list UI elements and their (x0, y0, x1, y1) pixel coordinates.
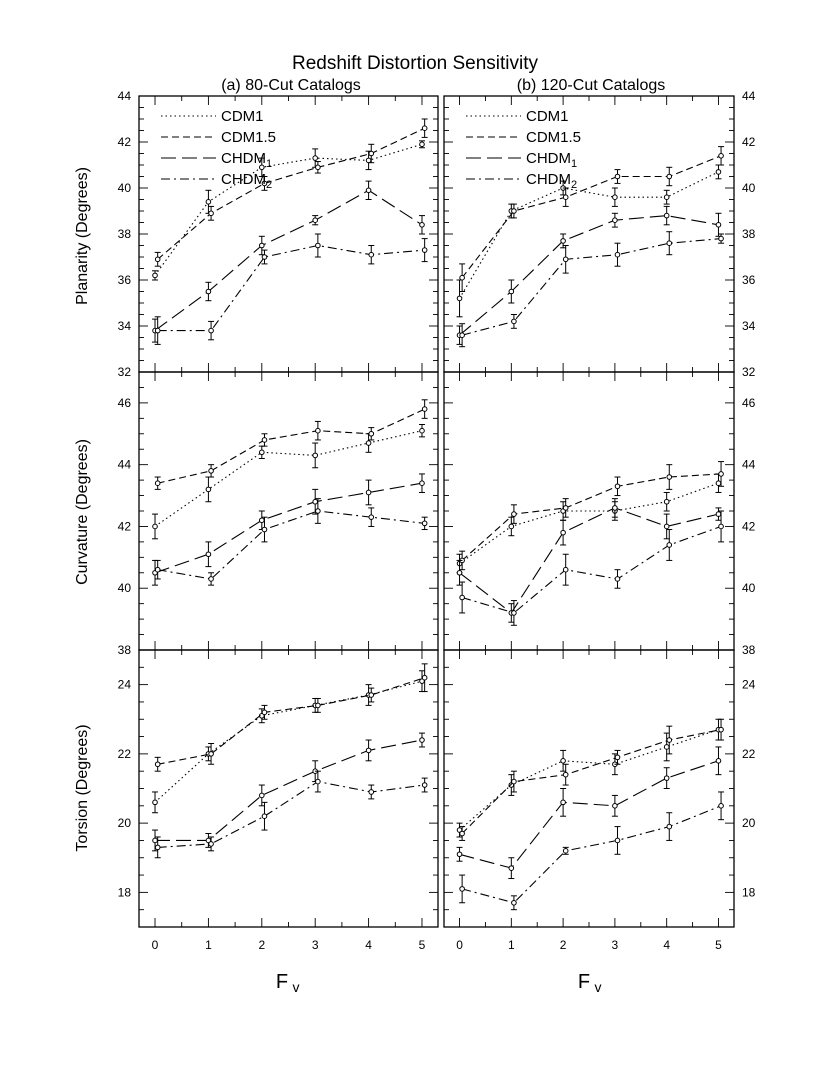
data-point (563, 506, 568, 511)
y-tick-label: 20 (742, 816, 756, 831)
data-point (512, 319, 517, 324)
data-point (512, 900, 517, 905)
legend-label-subscript: 2 (571, 179, 578, 191)
data-point (420, 142, 425, 147)
panel-4 (444, 372, 756, 657)
series-cdm1 (457, 719, 722, 837)
data-point (209, 842, 214, 847)
data-point (512, 779, 517, 784)
data-point (316, 509, 321, 514)
data-point (209, 328, 214, 333)
data-point (366, 441, 371, 446)
y-tick-label: 38 (117, 643, 131, 657)
data-point (153, 524, 158, 529)
y-tick-label: 32 (117, 365, 131, 379)
y-tick-label: 44 (742, 89, 756, 103)
panel-frame (444, 372, 734, 650)
data-point (664, 524, 669, 529)
legend-label-subscript: 1 (571, 158, 578, 170)
y-tick-label: 44 (117, 89, 131, 103)
panel-3 (118, 372, 438, 657)
y-tick-label: 40 (117, 181, 131, 195)
series-line (155, 190, 422, 330)
legend-label-subscript: 1 (266, 158, 273, 170)
data-point (155, 481, 160, 486)
data-point (155, 567, 160, 572)
row-label-torsion: Torsion (Degrees) (74, 724, 91, 852)
x-tick-label: 5 (418, 938, 426, 952)
y-tick-label: 36 (117, 273, 131, 287)
data-point (509, 289, 514, 294)
data-point (613, 506, 618, 511)
series-line (462, 526, 721, 613)
panel-frame (444, 650, 734, 927)
data-point (664, 499, 669, 504)
data-point (369, 151, 374, 156)
y-tick-label: 42 (742, 135, 756, 149)
data-point (206, 289, 211, 294)
series-cdm1 (457, 474, 722, 573)
data-point (369, 790, 374, 795)
data-point (613, 195, 618, 200)
series-cdm1-5 (459, 719, 724, 840)
data-point (719, 236, 724, 241)
series-line (460, 730, 719, 830)
series-chdm2 (155, 234, 428, 344)
data-point (563, 195, 568, 200)
series-chdm2 (459, 792, 724, 910)
legend-label: CDM1 (526, 108, 569, 125)
data-point (155, 845, 160, 850)
series-cdm1 (152, 141, 425, 280)
data-point (313, 156, 318, 161)
data-point (366, 188, 371, 193)
data-point (206, 487, 211, 492)
data-point (209, 752, 214, 757)
data-point (206, 552, 211, 557)
data-point (153, 273, 158, 278)
data-point (667, 824, 672, 829)
data-point (153, 800, 158, 805)
data-point (460, 333, 465, 338)
data-point (563, 567, 568, 572)
data-point (422, 783, 427, 788)
series-cdm1-5 (155, 119, 428, 266)
data-point (667, 174, 672, 179)
data-point (664, 213, 669, 218)
data-point (422, 407, 427, 412)
y-tick-label: 24 (117, 677, 131, 692)
panel-frame (139, 650, 438, 927)
legend-label: CDM1 (221, 108, 264, 125)
x-axis-label-sub-a: v (292, 979, 300, 995)
x-tick-label: 0 (456, 938, 463, 952)
x-axis-label-b (578, 971, 602, 995)
data-point (366, 158, 371, 163)
series-chdm1 (152, 181, 425, 342)
data-point (422, 126, 427, 131)
data-point (460, 595, 465, 600)
data-point (316, 428, 321, 433)
series-line (462, 156, 721, 278)
data-point (153, 838, 158, 843)
panel-5 (118, 650, 438, 952)
data-point (667, 543, 672, 548)
data-point (420, 738, 425, 743)
data-point (512, 512, 517, 517)
data-point (460, 831, 465, 836)
data-point (422, 248, 427, 253)
data-point (615, 577, 620, 582)
series-chdm1 (152, 733, 425, 851)
series-line (462, 806, 721, 903)
data-point (613, 804, 618, 809)
column-title-b: (b) 120-Cut Catalogs (516, 77, 666, 94)
series-line (460, 172, 719, 299)
y-tick-label: 44 (117, 457, 131, 472)
data-point (561, 239, 566, 244)
series-chdm1 (457, 206, 722, 344)
legend-label: $CHDM_1$ (526, 150, 578, 170)
legend-label: CDM1.5 (221, 129, 277, 146)
data-point (615, 838, 620, 843)
data-point (260, 793, 265, 798)
data-point (460, 275, 465, 280)
series-line (462, 239, 721, 336)
figure-title: Redshift Distortion Sensitivity (291, 53, 539, 74)
data-point (664, 745, 669, 750)
panel-grid (118, 89, 756, 952)
data-point (615, 755, 620, 760)
x-tick-label: 1 (205, 938, 212, 952)
y-tick-label: 22 (117, 746, 131, 761)
y-tick-label: 34 (742, 319, 756, 333)
series-line (460, 216, 719, 336)
data-point (206, 200, 211, 205)
series-line (462, 474, 721, 561)
data-point (209, 577, 214, 582)
series-line (460, 508, 719, 613)
x-axis-label-main-a: F (275, 971, 289, 993)
data-point (509, 524, 514, 529)
series-cdm1-5 (155, 664, 428, 771)
row-label-curvature: Curvature (Degrees) (74, 439, 91, 585)
data-point (155, 257, 160, 262)
data-point (563, 772, 568, 777)
series-line (462, 730, 721, 834)
x-tick-label: 3 (611, 938, 619, 952)
legend-label: CDM1.5 (526, 129, 582, 146)
series-chdm1 (457, 747, 722, 879)
y-tick-label: 46 (742, 395, 756, 410)
data-point (716, 759, 721, 764)
data-point (262, 438, 267, 443)
data-point (667, 241, 672, 246)
data-point (422, 675, 427, 680)
data-point (667, 475, 672, 480)
x-tick-label: 2 (559, 938, 567, 952)
x-axis-label-a (276, 971, 300, 995)
data-point (262, 527, 267, 532)
x-tick-label: 5 (715, 938, 722, 952)
panel-1 (118, 89, 438, 379)
data-point (422, 521, 427, 526)
legend (466, 108, 581, 191)
data-point (420, 481, 425, 486)
series-cdm1 (457, 165, 722, 317)
data-point (664, 776, 669, 781)
data-point (719, 804, 724, 809)
data-point (563, 257, 568, 262)
data-point (209, 469, 214, 474)
data-point (457, 570, 462, 575)
y-tick-label: 40 (742, 581, 756, 596)
x-tick-label: 3 (311, 938, 319, 952)
row-label-planarity: Planarity (Degrees) (74, 167, 91, 305)
y-tick-label: 40 (117, 581, 131, 596)
series-line (155, 483, 422, 573)
data-point (369, 252, 374, 257)
data-point (716, 170, 721, 175)
y-tick-label: 38 (742, 643, 756, 657)
legend-label-subscript: 2 (266, 179, 273, 191)
series-line (158, 409, 425, 483)
y-tick-label: 18 (742, 885, 756, 900)
data-point (262, 255, 267, 260)
series-cdm1-5 (459, 462, 724, 570)
legend-label: $CHDM_2$ (221, 171, 273, 191)
data-point (719, 154, 724, 159)
panel-6 (444, 650, 756, 952)
series-line (158, 678, 425, 765)
data-point (260, 243, 265, 248)
x-tick-label: 0 (151, 938, 159, 952)
x-axis-label-main-b: F (577, 971, 591, 993)
y-tick-label: 38 (117, 227, 131, 241)
series-cdm1-5 (155, 400, 428, 490)
series-line (158, 246, 425, 331)
y-tick-label: 20 (117, 816, 131, 831)
series-line (155, 681, 422, 802)
data-point (716, 512, 721, 517)
column-title-a: (a) 80-Cut Catalogs (221, 77, 361, 94)
series-chdm1 (457, 499, 722, 623)
x-axis-label-sub-b: v (594, 979, 602, 995)
data-point (262, 814, 267, 819)
data-point (512, 611, 517, 616)
x-tick-label: 4 (365, 938, 372, 952)
data-point (155, 328, 160, 333)
data-point (561, 530, 566, 535)
data-point (664, 195, 669, 200)
y-tick-label: 44 (742, 457, 756, 472)
data-point (366, 748, 371, 753)
data-point (313, 453, 318, 458)
data-point (667, 738, 672, 743)
y-tick-label: 42 (117, 519, 131, 534)
panel-frame (444, 96, 734, 372)
y-tick-label: 34 (117, 319, 131, 333)
data-point (460, 887, 465, 892)
series-line (158, 128, 425, 259)
data-point (615, 484, 620, 489)
data-point (209, 211, 214, 216)
data-point (563, 849, 568, 854)
series-chdm2 (155, 499, 428, 585)
legend-label: $CHDM_1$ (221, 150, 273, 170)
x-tick-label: 1 (507, 938, 515, 952)
y-tick-label: 42 (117, 135, 131, 149)
data-point (420, 428, 425, 433)
data-point (457, 852, 462, 857)
data-point (420, 223, 425, 228)
y-tick-label: 46 (117, 395, 131, 410)
data-point (262, 710, 267, 715)
data-point (316, 165, 321, 170)
y-tick-label: 32 (742, 365, 756, 379)
y-tick-label: 40 (742, 181, 756, 195)
data-point (615, 174, 620, 179)
series-line (158, 511, 425, 579)
data-point (719, 472, 724, 477)
legend-label: $CHDM_2$ (526, 171, 578, 191)
data-point (719, 727, 724, 732)
x-tick-label: 2 (258, 938, 266, 952)
data-point (155, 762, 160, 767)
data-point (561, 759, 566, 764)
data-point (719, 524, 724, 529)
y-tick-label: 24 (742, 677, 756, 692)
data-point (716, 481, 721, 486)
data-point (260, 450, 265, 455)
series-chdm2 (155, 771, 428, 858)
data-point (509, 866, 514, 871)
data-point (316, 243, 321, 248)
data-point (316, 703, 321, 708)
legend (161, 108, 276, 191)
series-cdm1 (152, 671, 425, 813)
y-tick-label: 18 (117, 885, 131, 900)
data-point (316, 779, 321, 784)
data-point (716, 223, 721, 228)
series-chdm1 (152, 474, 425, 585)
series-chdm2 (459, 232, 724, 347)
data-point (313, 218, 318, 223)
series-line (158, 782, 425, 848)
y-tick-label: 36 (742, 273, 756, 287)
data-point (512, 209, 517, 214)
series-line (460, 761, 719, 868)
data-point (369, 515, 374, 520)
x-tick-label: 4 (663, 938, 671, 952)
data-point (457, 296, 462, 301)
y-tick-label: 42 (742, 519, 756, 534)
data-point (561, 800, 566, 805)
series-line (155, 431, 422, 527)
y-tick-label: 38 (742, 227, 756, 241)
data-point (613, 218, 618, 223)
data-point (260, 518, 265, 523)
panel-2 (444, 89, 756, 379)
data-point (366, 490, 371, 495)
y-tick-label: 22 (742, 746, 756, 761)
series-line (155, 144, 422, 275)
data-point (313, 499, 318, 504)
data-point (369, 431, 374, 436)
data-point (615, 252, 620, 257)
data-point (369, 693, 374, 698)
